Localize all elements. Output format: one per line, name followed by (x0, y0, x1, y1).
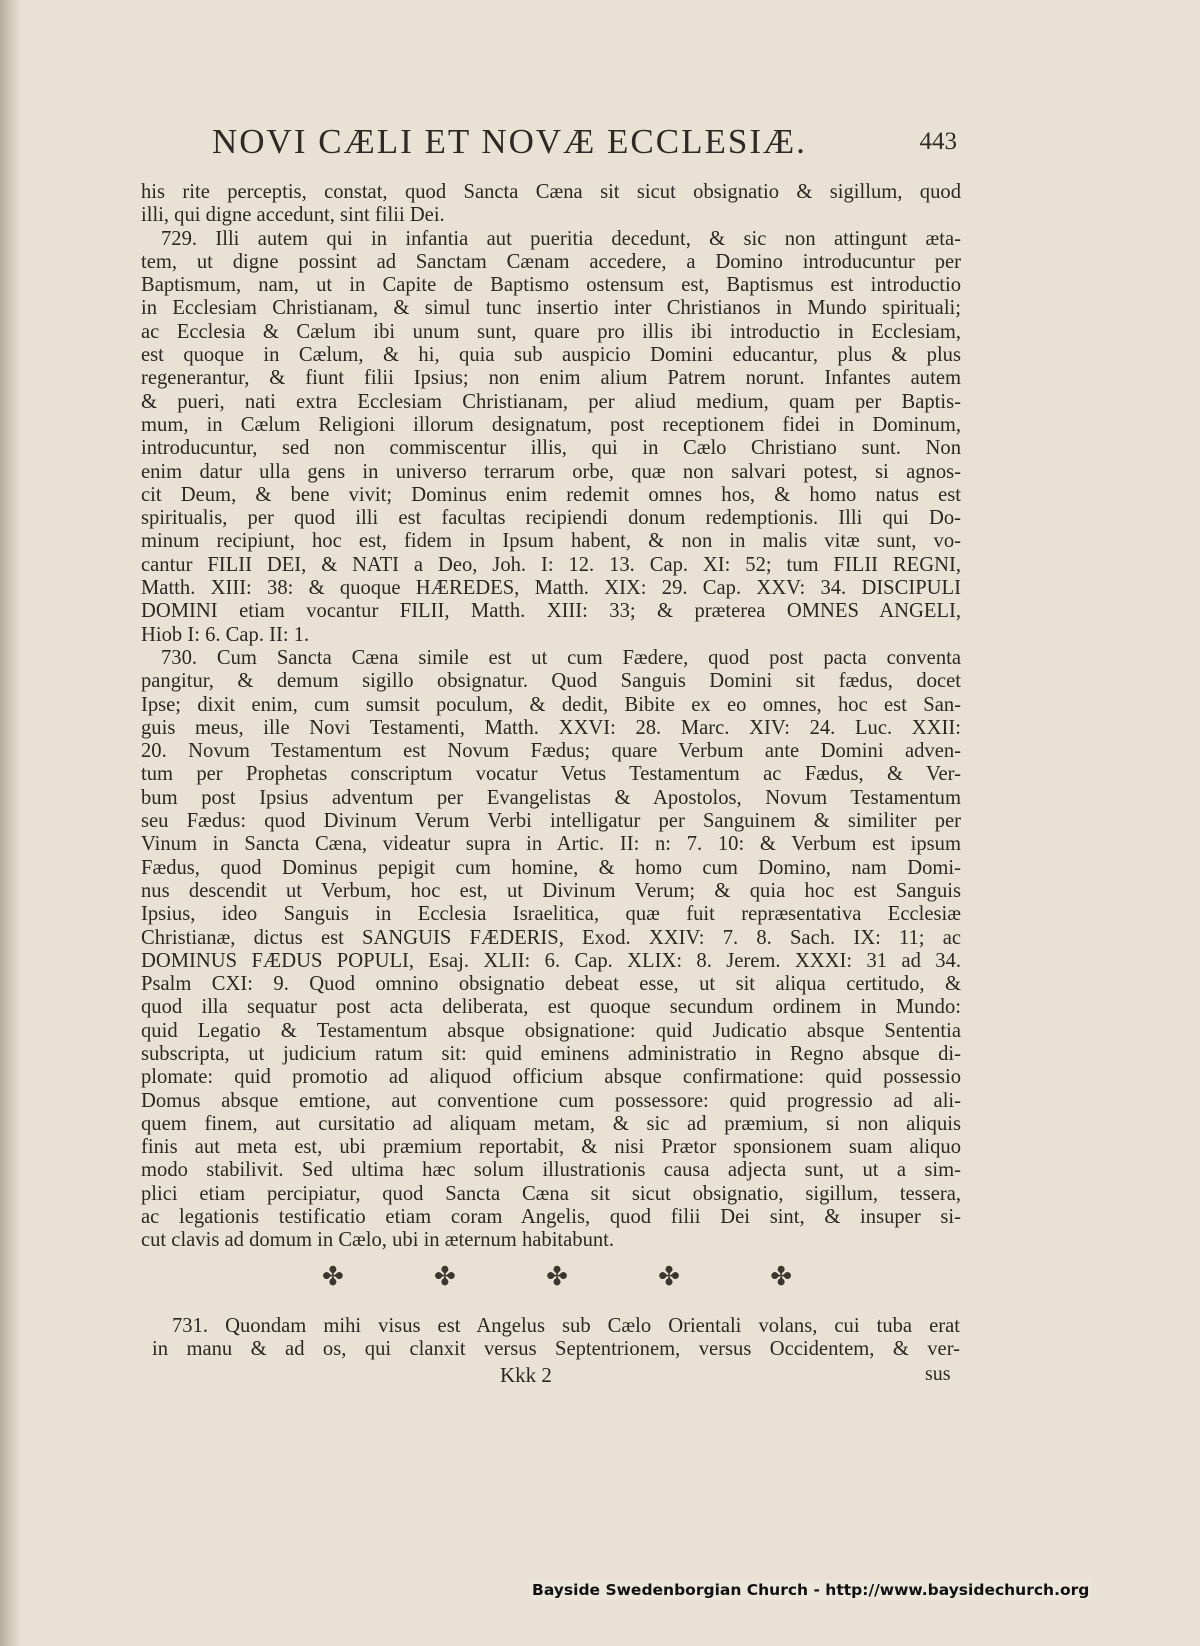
text-line: Matth. XIII: 38: & quoque HÆREDES, Matth. XIX: 29. Cap. XXV: 34. DISCIPULI (141, 577, 961, 600)
text-line: ac legationis testificatio etiam coram Angelis, quod filii Dei sint, & insuper si- (141, 1206, 961, 1229)
text-line: tem, ut digne possint ad Sanctam Cænam accedere, a Domino introducuntur per (141, 250, 961, 273)
page-header (212, 122, 957, 170)
text-line: regenerantur, & fiunt filii Ipsius; non enim alium Patrem norunt. Infantes autem (141, 367, 961, 390)
ornament-icon: ✤ (322, 1262, 344, 1292)
text-line: in Ecclesiam Christianam, & simul tunc insertio inter Christianos in Mundo spirituali; (141, 297, 961, 320)
text-line: 731. Quondam mihi visus est Angelus sub Cælo Orientali volans, cui tuba erat (172, 1315, 960, 1337)
ornament-icon: ✤ (770, 1262, 792, 1292)
text-line: quod illa sequatur post acta deliberata, est quoque secundum ordinem in Mundo: (141, 996, 961, 1019)
text-line: finis aut meta est, ubi præmium reportabit, & nisi Prætor sponsionem suam aliquo (141, 1136, 961, 1159)
footer-credit: Bayside Swedenborgian Church - http://www.baysidechurch.org (532, 1581, 1090, 1599)
catchword: sus (925, 1363, 951, 1385)
text-line: subscripta, ut judicium ratum sit: quid eminens administratio in Regno absque di- (141, 1042, 961, 1065)
text-line: ac Ecclesia & Cælum ibi unum sunt, quare pro illis ibi introductio in Ecclesiam, (141, 320, 961, 343)
text-line: introducuntur, sed non commiscentur illis, qui in Cælo Christiano sunt. Non (141, 437, 961, 460)
text-line: Baptismum, nam, ut in Capite de Baptismo ostensum est, Baptismus est introductio (141, 274, 961, 297)
ornament-icon: ✤ (434, 1262, 456, 1292)
text-line: Domus absque emtione, aut conventione cum possessore: quid progressio ad ali- (141, 1089, 961, 1112)
text-line: est quoque in Cælum, & hi, quia sub auspicio Domini educantur, plus & plus (141, 344, 961, 367)
body-text (141, 181, 961, 1253)
text-line: Hiob I: 6. Cap. II: 1. (141, 623, 310, 646)
paragraph-731 (152, 1315, 960, 1362)
text-line: Vinum in Sancta Cæna, videatur supra in Artic. II: n: 7. 10: & Verbum est ipsum (141, 833, 961, 856)
text-line: plomate: quid promotio ad aliquod officium absque confirmatione: quid possessio (141, 1066, 961, 1089)
text-line: tum per Prophetas conscriptum vocatur Vetus Testamentum ac Fædus, & Ver- (141, 763, 961, 786)
text-line: Ipsius, ideo Sanguis in Ecclesia Israelitica, quæ fuit repræsentativa Ecclesiæ (141, 903, 961, 926)
text-line: modo stabilivit. Sed ultima hæc solum illustrationis causa adjecta sunt, ut a sim- (141, 1159, 961, 1182)
text-line: in manu & ad os, qui clanxit versus Septentrionem, versus Occidentem, & ver- (152, 1338, 960, 1361)
text-line: plici etiam percipiatur, quod Sancta Cæna sit sicut obsignatio, sigillum, tessera, (141, 1182, 961, 1205)
text-line: spiritualis, per quod illi est facultas recipiendi donum redemptionis. Illi qui Do- (141, 507, 961, 530)
text-line: bum post Ipsius adventum per Evangelistas & Apostolos, Novum Testamentum (141, 786, 961, 809)
text-line: 730. Cum Sancta Cæna simile est ut cum Fædere, quod post pacta conventa (161, 646, 961, 669)
text-line: illi, qui digne accedunt, sint filii Dei. (141, 204, 445, 227)
text-line: Ipse; dixit enim, cum sumsit poculum, & dedit, Bibite ex eo omnes, hoc est San- (141, 693, 961, 716)
text-line: Psalm CXI: 9. Quod omnino obsignatio debeat esse, ut sit aliqua certitudo, & (141, 973, 961, 996)
page-number: 443 (919, 128, 957, 155)
text-line: nus descendit ut Verbum, hoc est, ut Divinum Verum; & quia hoc est Sanguis (141, 879, 961, 902)
text-line: mum, in Cælum Religioni illorum designatum, post receptionem fidei in Dominum, (141, 413, 961, 436)
text-line: 729. Illi autem qui in infantia aut pueritia decedunt, & sic non attingunt æta- (161, 227, 961, 250)
ornament-icon: ✤ (546, 1262, 568, 1292)
signature-mark: Kkk 2 (500, 1363, 552, 1387)
text-line: Fædus, quod Dominus pepigit cum homine, & homo cum Domino, nam Domi- (141, 856, 961, 879)
text-line: DOMINI etiam vocantur FILII, Matth. XIII: 33; & præterea OMNES ANGELI, (141, 600, 961, 623)
text-line: his rite perceptis, constat, quod Sancta Cæna sit sicut obsignatio & sigillum, quod (141, 181, 961, 203)
text-line: cit Deum, & bene vivit; Dominus enim redemit omnes hos, & homo natus est (141, 483, 961, 506)
text-line: cut clavis ad domum in Cælo, ubi in æternum habitabunt. (141, 1229, 615, 1252)
text-line: enim datur ulla gens in universo terrarum orbe, quæ non salvari potest, si agnos- (141, 460, 961, 483)
text-line: guis meus, ille Novi Testamenti, Matth. XXVI: 28. Marc. XIV: 24. Luc. XXII: (141, 716, 961, 739)
text-line: pangitur, & demum sigillo obsignatur. Quod Sanguis Domini sit fædus, docet (141, 670, 961, 693)
ornament-icon: ✤ (658, 1262, 680, 1292)
running-head: NOVI CÆLI ET NOVÆ ECCLESIÆ. (212, 122, 807, 161)
text-line: cantur FILII DEI, & NATI a Deo, Joh. I: 12. 13. Cap. XI: 52; tum FILII REGNI, (141, 553, 961, 576)
text-line: 20. Novum Testamentum est Novum Fædus; quare Verbum ante Domini adven- (141, 740, 961, 763)
ornament-divider (322, 1262, 792, 1292)
text-line: minum recipiunt, hoc est, fidem in Ipsum habent, & non in malis vitæ sunt, vo- (141, 530, 961, 553)
text-line: DOMINUS FÆDUS POPULI, Esaj. XLII: 6. Cap. XLIX: 8. Jerem. XXXI: 31 ad 34. (141, 949, 961, 972)
text-line: & pueri, nati extra Ecclesiam Christianam, per aliud medium, quam per Baptis- (141, 390, 961, 413)
text-line: quid Legatio & Testamentum absque obsignatione: quid Judicatio absque Sententia (141, 1019, 961, 1042)
text-line: Christianæ, dictus est SANGUIS FÆDERIS, Exod. XXIV: 7. 8. Sach. IX: 11; ac (141, 926, 961, 949)
text-line: seu Fædus: quod Divinum Verum Verbi intelligatur per Sanguinem & similiter per (141, 810, 961, 833)
page-edge-shadow (0, 0, 22, 1646)
text-line: quem finem, aut cursitatio ad aliquam metam, & sic ad præmium, si non aliquis (141, 1112, 961, 1135)
